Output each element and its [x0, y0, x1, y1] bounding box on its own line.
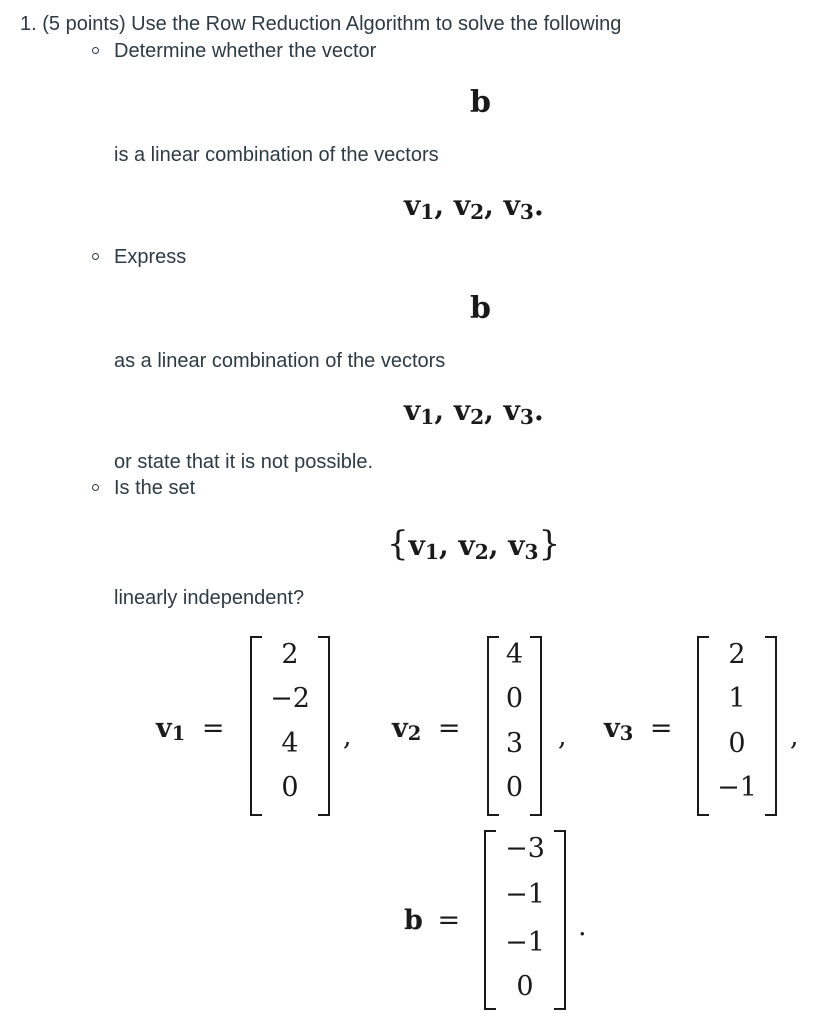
- v2-entry: 4: [505, 639, 524, 670]
- v1-comma: ,: [343, 721, 352, 752]
- item1-lead: Determine whether the vector: [114, 40, 377, 62]
- v2-entry: 0: [505, 772, 524, 803]
- v3-comma: ,: [790, 721, 799, 752]
- item3-trailing: linearly independent?: [114, 587, 305, 609]
- item1-symbol-b: b: [470, 85, 491, 120]
- item2-middle: as a linear combination of the vectors: [114, 350, 446, 372]
- question-title: 1. (5 points) Use the Row Reduction Algorithm to solve the following: [20, 13, 622, 35]
- v1-matrix: [250, 636, 330, 816]
- item1-middle: is a linear combination of the vectors: [114, 144, 439, 166]
- item3-lead: Is the set: [114, 477, 196, 499]
- v2-entry: 3: [505, 728, 524, 759]
- item2-symbol-b: b: [470, 291, 491, 326]
- bullet-icon: [92, 47, 99, 54]
- bullet-icon: [92, 484, 99, 491]
- b-matrix: [484, 830, 566, 1010]
- v2-entry: 0: [505, 683, 524, 714]
- v3-matrix: [697, 636, 777, 816]
- v3-entry: −1: [717, 772, 757, 803]
- bullet-icon: [92, 253, 99, 260]
- b-label: b =: [404, 905, 461, 936]
- b-period: .: [578, 911, 587, 942]
- v1-entry: 2: [281, 639, 299, 670]
- b-entry: −1: [505, 927, 545, 958]
- item3-set-expr: {v1, v2, v3}: [387, 524, 561, 564]
- v1-label: v1 =: [156, 713, 225, 746]
- v3-entry: 1: [728, 683, 746, 714]
- v3-entry: 0: [728, 728, 746, 759]
- v1-entry: 4: [281, 728, 299, 759]
- item2-vectors-expr: v1, v2, v3.: [404, 394, 544, 429]
- v1-entry: 0: [281, 772, 299, 803]
- v1-entry: −2: [270, 683, 310, 714]
- b-entry: 0: [516, 971, 534, 1002]
- v3-label: v3 =: [604, 713, 673, 746]
- v2-comma: ,: [558, 721, 567, 752]
- b-entry: −1: [505, 879, 545, 910]
- v2-label: v2 =: [392, 713, 461, 746]
- item2-trailing: or state that it is not possible.: [114, 451, 374, 473]
- item1-vectors-expr: v1, v2, v3.: [404, 189, 544, 224]
- v3-entry: 2: [728, 639, 746, 670]
- v2-matrix: [487, 636, 542, 816]
- item2-lead: Express: [114, 246, 187, 268]
- b-entry: −3: [505, 833, 545, 864]
